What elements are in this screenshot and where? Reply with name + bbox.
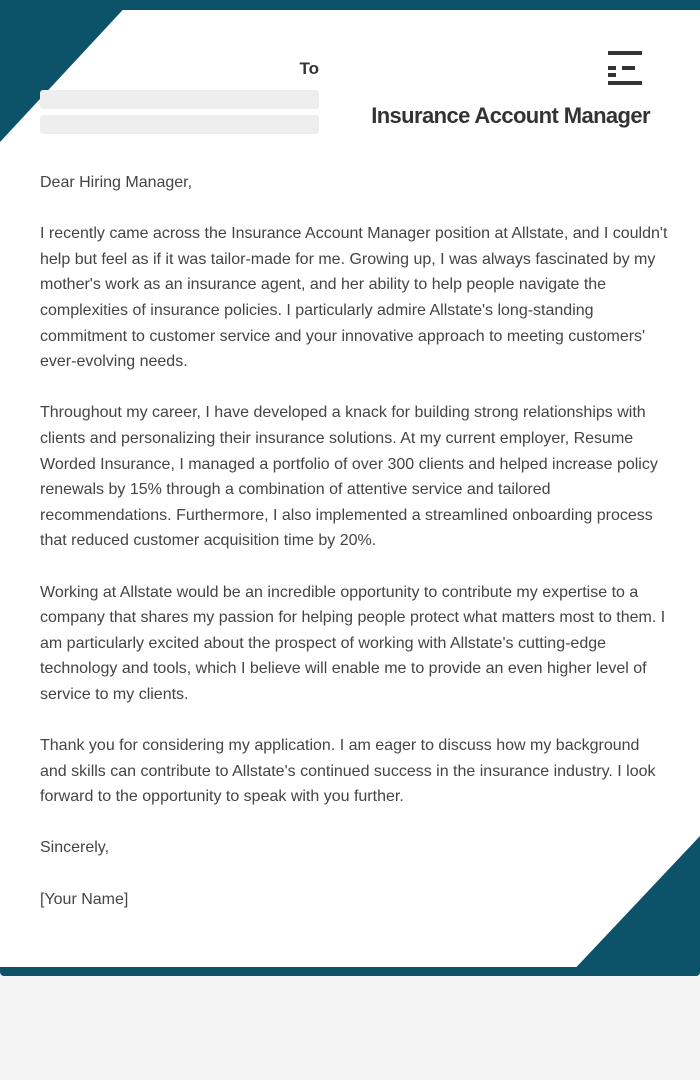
greeting: Dear Hiring Manager, — [40, 174, 193, 191]
job-title: Insurance Account Manager — [371, 103, 650, 128]
paragraph: I recently came across the Insurance Account Manager position at Allstate, and I couldn't help but feel as if it was tailor-made for me. Growing up, I was always fascinated by my mother's work as an insurance agent, and her ability to help people navigate the complexities of insurance policies. I particularly admire Allstate's long-standing commitment to customer service and your innovative approach to meeting customers' ever-evolving needs. — [40, 225, 668, 371]
paragraph: Working at Allstate would be an incredible opportunity to contribute my expertise to a company that shares my passion for helping people protect what matters most to them. I am particularly excited about the prospect of working with Allstate's cutting-edge technology and tools, which I believe will enable me to provide an even higher level of service to my clients. — [40, 583, 666, 703]
paragraph: Thank you for considering my application. I am eager to discuss how my background and skills can contribute to Allstate's continued success in the insurance industry. I look forward to the opportunity to speak with you further. — [40, 737, 656, 806]
letter-body — [40, 170, 670, 938]
recipient-placeholder-line — [40, 115, 319, 134]
closing: Sincerely, — [40, 839, 110, 857]
signature: [Your Name] — [40, 890, 129, 908]
recipient-placeholder-line — [40, 90, 319, 109]
paragraph: Throughout my career, I have developed a knack for building strong relationships with clients and personalizing their insurance solutions. At my current employer, Resume Worded Insurance, I managed a portfolio of over 300 clients and helped increase policy renewals by 15% through a combination of attentive service and tailored recommendations. Furthermore, I also implemented a streamlined onboarding process that reduced customer acquisition time by 20%. — [40, 404, 658, 550]
document-lines-icon — [607, 51, 643, 85]
recipient-label: To — [299, 59, 319, 78]
bottom-accent-bar — [0, 967, 700, 976]
